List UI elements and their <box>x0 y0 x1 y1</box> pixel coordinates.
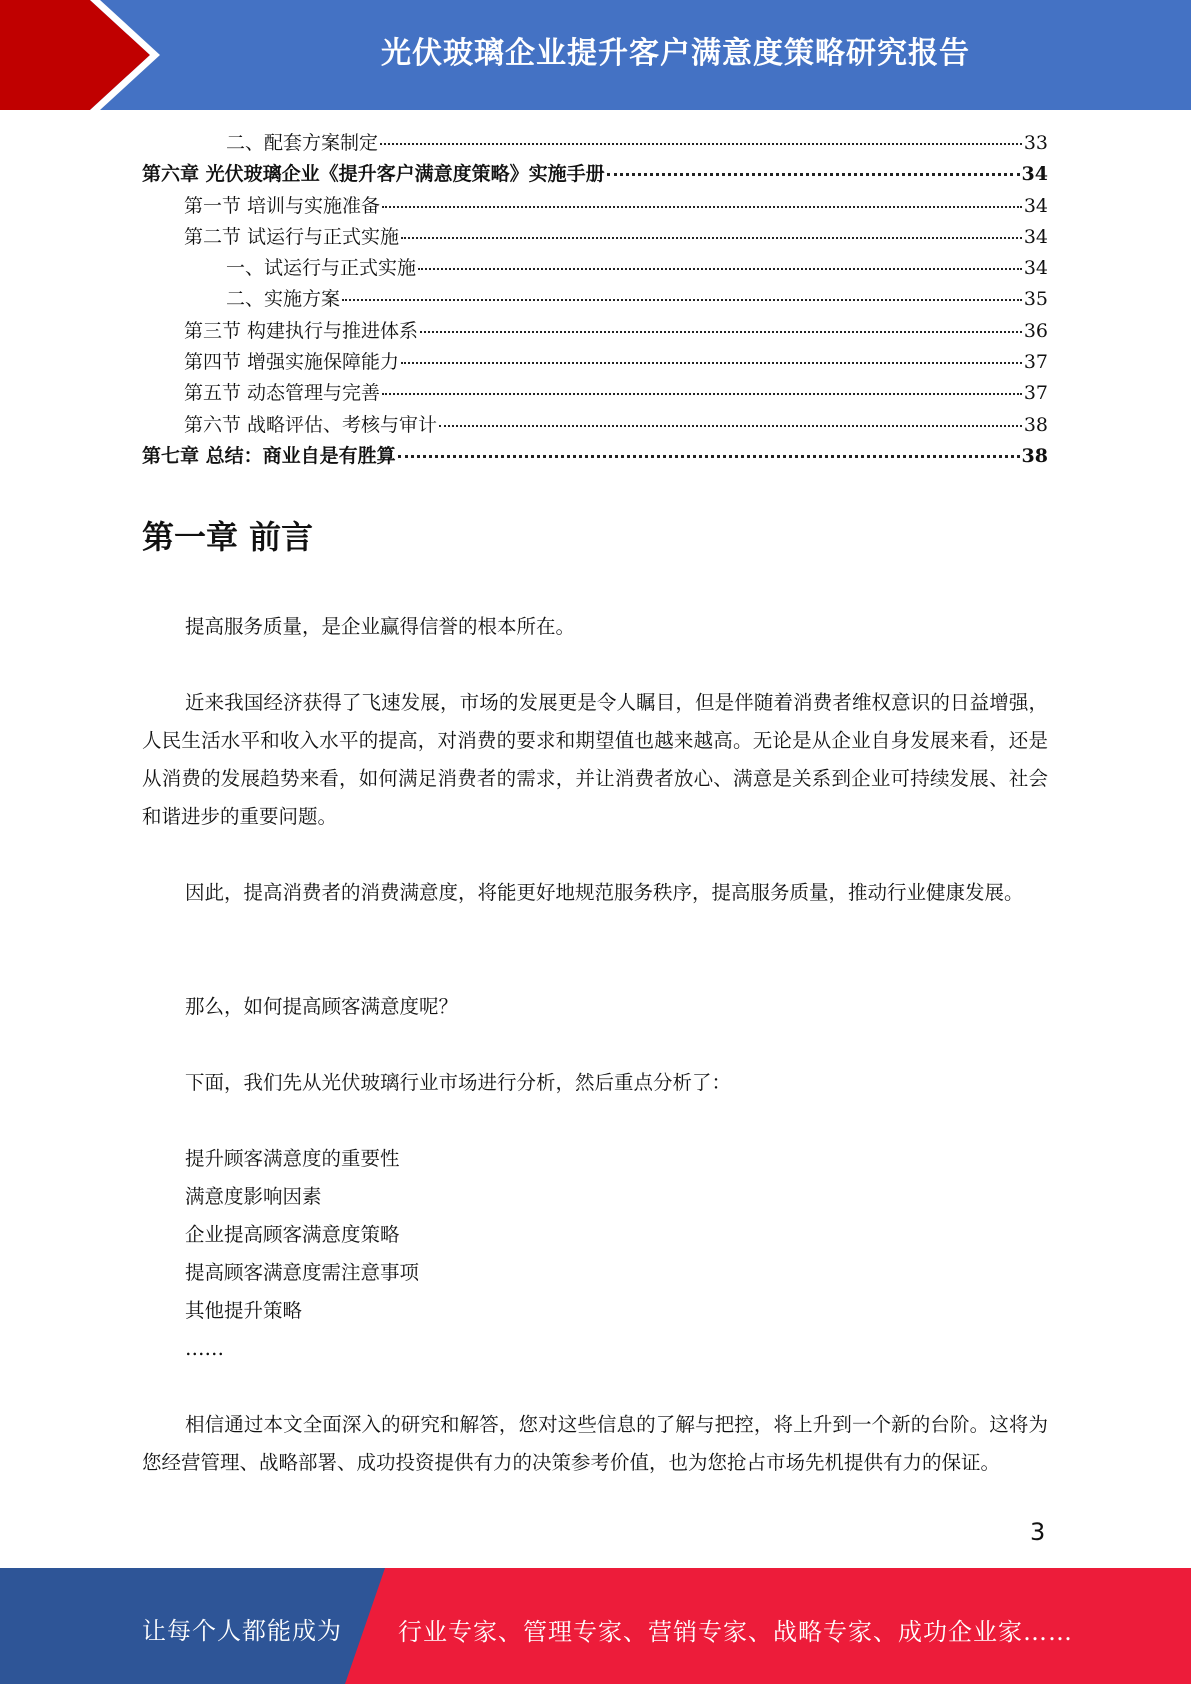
footer-slogan-left: 让每个人都能成为 <box>142 1617 342 1645</box>
toc-entry-page: 34 <box>1021 163 1048 186</box>
toc-entry-page: 38 <box>1023 413 1048 436</box>
page-footer <box>0 1568 1191 1684</box>
page-number: 3 <box>1030 1518 1046 1546</box>
paragraph: 下面，我们先从光伏玻璃行业市场进行分析，然后重点分析了： <box>185 1071 732 1094</box>
report-title: 光伏玻璃企业提升客户满意度策略研究报告 <box>381 36 970 71</box>
paragraph: 相信通过本文全面深入的研究和解答，您对这些信息的了解与把控，将上升到一个新的台阶。这将为您经营管理、战略部署、成功投资提供有力的决策参考价值，也为您抢占市场先机提供有力的保证。 <box>142 1413 1048 1474</box>
toc-entry-page: 34 <box>1023 257 1048 280</box>
list-item: 提升顾客满意度的重要性 <box>185 1147 400 1170</box>
list-item: 提高顾客满意度需注意事项 <box>185 1261 420 1284</box>
toc-entry[interactable] <box>142 128 1048 159</box>
toc-entry[interactable] <box>142 378 1048 409</box>
toc-entry-text: 第一节 培训与实施准备 <box>184 194 381 217</box>
toc-leader <box>607 173 1020 176</box>
toc-leader <box>418 268 1022 270</box>
paragraph: 提高服务质量，是企业赢得信誉的根本所在。 <box>185 615 576 638</box>
paragraph: 那么，如何提高顾客满意度呢？ <box>185 995 459 1018</box>
list-item: 企业提高顾客满意度策略 <box>185 1223 400 1246</box>
toc-leader <box>380 143 1022 145</box>
toc-entry-page: 36 <box>1023 319 1048 342</box>
toc-entry-text: 第六节 战略评估、考核与审计 <box>184 413 438 436</box>
toc-entry[interactable] <box>142 284 1048 315</box>
table-of-contents <box>142 128 1048 472</box>
chapter-heading: 第一章 前言 <box>142 518 314 556</box>
list-item: 满意度影响因素 <box>185 1185 322 1208</box>
toc-entry[interactable] <box>142 347 1048 378</box>
toc-entry[interactable] <box>142 253 1048 284</box>
footer-slogan-right: 行业专家、管理专家、营销专家、战略专家、成功企业家…… <box>398 1618 1073 1646</box>
toc-entry-text: 第二节 试运行与正式实施 <box>184 225 400 248</box>
toc-entry-page: 34 <box>1023 194 1048 217</box>
toc-leader <box>401 362 1022 364</box>
toc-leader <box>439 425 1022 427</box>
toc-entry-page: 33 <box>1023 132 1048 154</box>
toc-leader <box>420 331 1022 333</box>
toc-entry-text: 一、试运行与正式实施 <box>226 257 417 280</box>
toc-leader <box>398 455 1020 458</box>
toc-entry-page: 37 <box>1023 351 1048 374</box>
toc-entry-text: 第六章 光伏玻璃企业《提升客户满意度策略》实施手册 <box>142 163 605 186</box>
paragraph: 因此，提高消费者的消费满意度，将能更好地规范服务秩序，提高服务质量，推动行业健康发展。 <box>185 881 1024 904</box>
toc-entry[interactable] <box>142 441 1048 472</box>
toc-leader <box>342 299 1022 301</box>
page-header <box>0 0 1191 110</box>
toc-entry-text: 二、配套方案制定 <box>226 132 379 154</box>
toc-entry-text: 第五节 动态管理与完善 <box>184 382 381 405</box>
toc-leader <box>382 206 1022 208</box>
paragraph: 近来我国经济获得了飞速发展，市场的发展更是令人瞩目，但是伴随着消费者维权意识的日益增强，人民生活水平和收入水平的提高，对消费的要求和期望值也越来越高。无论是从企业自身发展来看，还是从消费的发展趋势来看，如何满足消费者的需求，并让消费者放心、满意是关系到企业可持续发展、社会和谐进步的重要问题。 <box>142 691 1048 828</box>
toc-entry-text: 二、实施方案 <box>226 288 341 311</box>
toc-entry-page: 34 <box>1023 225 1048 248</box>
toc-entry-page: 37 <box>1023 382 1048 405</box>
list-item: …… <box>185 1337 224 1360</box>
header-arrow-decoration <box>0 0 160 110</box>
toc-entry-text: 第七章 总结：商业自是有胜算 <box>142 444 396 467</box>
toc-leader <box>401 237 1022 239</box>
toc-entry[interactable] <box>142 316 1048 347</box>
toc-entry-text: 第三节 构建执行与推进体系 <box>184 319 419 342</box>
toc-entry-page: 38 <box>1021 444 1048 467</box>
toc-entry[interactable] <box>142 159 1048 190</box>
list-item: 其他提升策略 <box>185 1299 303 1322</box>
toc-entry[interactable] <box>142 410 1048 441</box>
toc-entry-page: 35 <box>1023 288 1048 311</box>
toc-entry[interactable] <box>142 222 1048 253</box>
toc-entry-text: 第四节 增强实施保障能力 <box>184 351 400 374</box>
toc-leader <box>382 393 1022 395</box>
toc-entry[interactable] <box>142 191 1048 222</box>
